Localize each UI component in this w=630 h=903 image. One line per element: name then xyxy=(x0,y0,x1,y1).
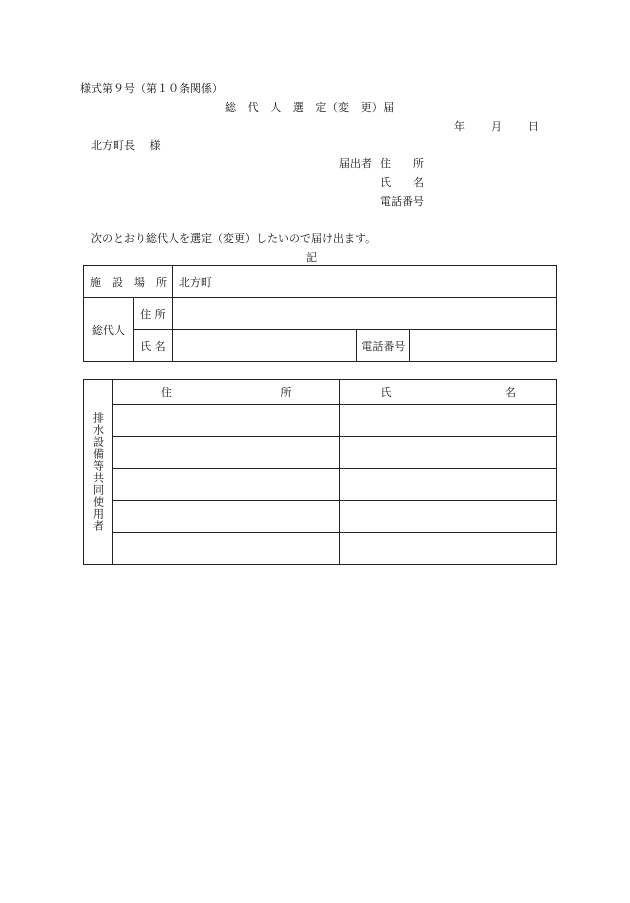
col-header-address xyxy=(112,380,340,405)
co-user-name-field[interactable] xyxy=(340,501,557,533)
co-user-name-field[interactable] xyxy=(340,469,557,501)
applicant-name-label: 氏 名 xyxy=(380,176,424,189)
applicant-label: 届出者 xyxy=(339,157,372,170)
col-header-address-b: 所 xyxy=(280,386,292,399)
col-header-name-b: 名 xyxy=(505,386,516,399)
rep-phone-field[interactable] xyxy=(410,330,557,362)
col-header-name-a: 氏 xyxy=(380,386,392,399)
co-user-address-field[interactable] xyxy=(112,501,340,533)
rep-address-field[interactable] xyxy=(172,298,556,330)
representative-label: 総代人 xyxy=(84,298,134,362)
co-user-name-field[interactable] xyxy=(340,405,557,437)
form-title: 総 代 人 選 定（変 更）届 xyxy=(225,101,395,114)
location-label: 施 設 場 所 xyxy=(84,266,173,298)
rep-name-field[interactable] xyxy=(172,330,357,362)
date-day: 日 xyxy=(528,120,539,133)
co-users-side-label: 排水設備等共同使用者 xyxy=(91,412,105,532)
co-users-table xyxy=(83,379,557,565)
co-user-address-field[interactable] xyxy=(112,405,340,437)
co-user-address-field[interactable] xyxy=(112,533,340,565)
form-number: 様式第９号（第１０条関係） xyxy=(80,82,223,95)
rep-address-label: 住 所 xyxy=(133,298,172,330)
applicant-address-label: 住 所 xyxy=(380,157,424,170)
applicant-phone-label: 電話番号 xyxy=(380,195,424,208)
co-user-name-field[interactable] xyxy=(340,437,557,469)
col-header-address-a: 住 xyxy=(160,386,172,399)
co-user-address-field[interactable] xyxy=(112,469,340,501)
ki-label: 記 xyxy=(306,251,317,264)
date-year: 年 xyxy=(454,120,465,133)
col-header-name xyxy=(340,380,557,405)
rep-name-label: 氏 名 xyxy=(133,330,172,362)
date-month: 月 xyxy=(491,120,502,133)
location-value[interactable]: 北方町 xyxy=(172,266,556,298)
facility-table xyxy=(83,265,557,362)
co-user-address-field[interactable] xyxy=(112,437,340,469)
date-line xyxy=(454,118,539,134)
co-users-side-label-cell xyxy=(84,380,113,565)
co-user-name-field[interactable] xyxy=(340,533,557,565)
intro-text: 次のとおり総代人を選定（変更）したいので届け出ます。 xyxy=(91,232,377,245)
addressee: 北方町長 様 xyxy=(91,139,161,152)
rep-phone-label: 電話番号 xyxy=(357,330,410,362)
